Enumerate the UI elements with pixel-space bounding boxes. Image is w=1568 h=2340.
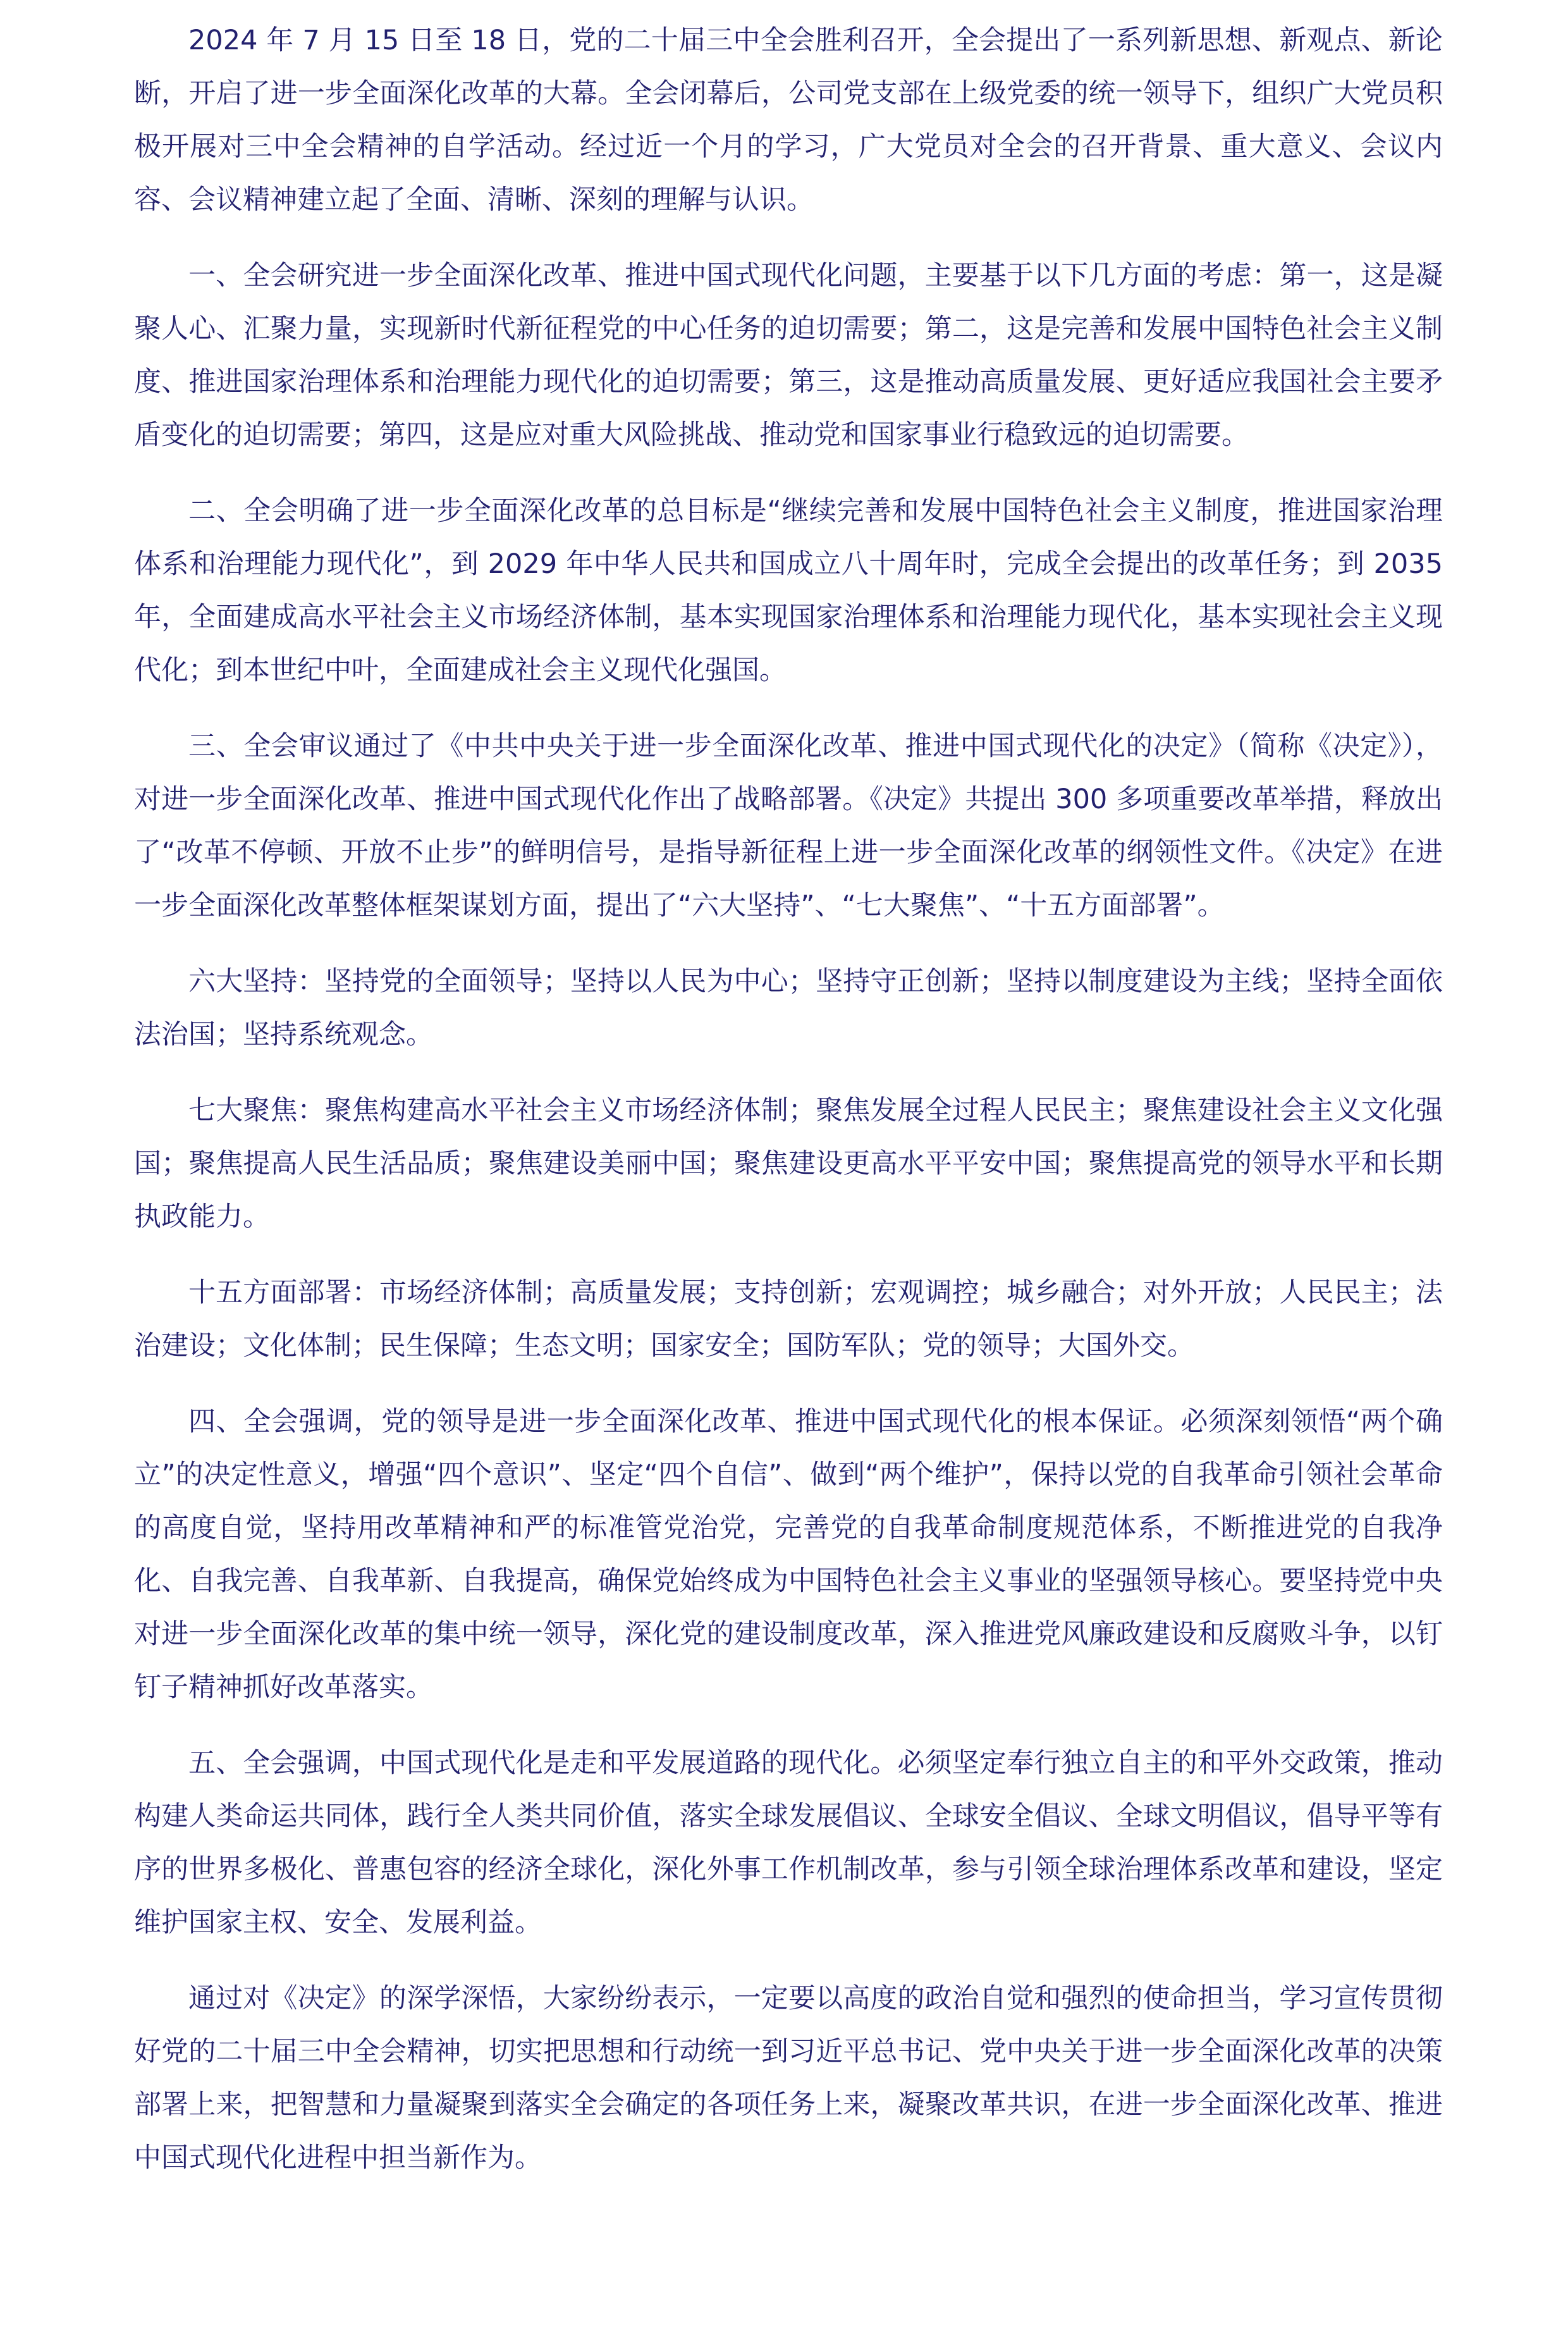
document-body bbox=[134, 14, 1443, 2207]
section-four-paragraph: 四、全会强调，党的领导是进一步全面深化改革、推进中国式现代化的根本保证。必须深刻领悟“两个确立”的决定性意义，增强“四个意识”、坚定“四个自信”、做到“两个维护”，保持以党的自我革命引领社会革命的高度自觉，坚持用改革精神和严的标准管党治党，完善党的自我革命制度规范体系，不断推进党的自我净化、自我完善、自我革新、自我提高，确保党始终成为中国特色社会主义事业的坚强领导核心。要坚持党中央对进一步全面深化改革的集中统一领导，深化党的建设制度改革，深入推进党风廉政建设和反腐败斗争，以钉钉子精神抓好改革落实。 bbox=[134, 1406, 1443, 1703]
six-adherences-paragraph: 六大坚持：坚持党的全面领导；坚持以人民为中心；坚持守正创新；坚持以制度建设为主线；坚持全面依法治国；坚持系统观念。 bbox=[134, 966, 1443, 1050]
section-five-paragraph: 五、全会强调，中国式现代化是走和平发展道路的现代化。必须坚定奉行独立自主的和平外交政策，推动构建人类命运共同体，践行全人类共同价值，落实全球发展倡议、全球安全倡议、全球文明倡议，倡导平等有序的世界多极化、普惠包容的经济全球化，深化外事工作机制改革，参与引领全球治理体系改革和建设，坚定维护国家主权、安全、发展利益。 bbox=[134, 1747, 1443, 1938]
section-two-paragraph: 二、全会明确了进一步全面深化改革的总目标是“继续完善和发展中国特色社会主义制度，推进国家治理体系和治理能力现代化”，到 2029 年中华人民共和国成立八十周年时，完成全会提出的改革任务；到 2035 年，全面建成高水平社会主义市场经济体制，基本实现国家治理体系和治理能力现代化，基本实现社会主义现代化；到本世纪中叶，全面建成社会主义现代化强国。 bbox=[134, 495, 1443, 686]
seven-focuses-paragraph: 七大聚焦：聚焦构建高水平社会主义市场经济体制；聚焦发展全过程人民民主；聚焦建设社会主义文化强国；聚焦提高人民生活品质；聚焦建设美丽中国；聚焦建设更高水平平安中国；聚焦提高党的领导水平和长期执政能力。 bbox=[134, 1095, 1443, 1233]
intro-paragraph: 2024 年 7 月 15 日至 18 日，党的二十届三中全会胜利召开，全会提出了一系列新思想、新观点、新论断，开启了进一步全面深化改革的大幕。全会闭幕后，公司党支部在上级党委的统一领导下，组织广大党员积极开展对三中全会精神的自学活动。经过近一个月的学习，广大党员对全会的召开背景、重大意义、会议内容、会议精神建立起了全面、清晰、深刻的理解与认识。 bbox=[134, 25, 1443, 216]
fifteen-deployments-paragraph: 十五方面部署：市场经济体制；高质量发展；支持创新；宏观调控；城乡融合；对外开放；人民民主；法治建设；文化体制；民生保障；生态文明；国家安全；国防军队；党的领导；大国外交。 bbox=[134, 1277, 1443, 1362]
section-one-paragraph: 一、全会研究进一步全面深化改革、推进中国式现代化问题，主要基于以下几方面的考虑：第一，这是凝聚人心、汇聚力量，实现新时代新征程党的中心任务的迫切需要；第二，这是完善和发展中国特色社会主义制度、推进国家治理体系和治理能力现代化的迫切需要；第三，这是推动高质量发展、更好适应我国社会主要矛盾变化的迫切需要；第四，这是应对重大风险挑战、推动党和国家事业行稳致远的迫切需要。 bbox=[134, 260, 1443, 451]
conclusion-paragraph: 通过对《决定》的深学深悟，大家纷纷表示，一定要以高度的政治自觉和强烈的使命担当，学习宣传贯彻好党的二十届三中全会精神，切实把思想和行动统一到习近平总书记、党中央关于进一步全面深化改革的决策部署上来，把智慧和力量凝聚到落实全会确定的各项任务上来，凝聚改革共识，在进一步全面深化改革、推进中国式现代化进程中担当新作为。 bbox=[134, 1983, 1443, 2174]
section-three-paragraph: 三、全会审议通过了《中共中央关于进一步全面深化改革、推进中国式现代化的决定》（简称《决定》），对进一步全面深化改革、推进中国式现代化作出了战略部署。《决定》共提出 300 多项重要改革举措，释放出了“改革不停顿、开放不止步”的鲜明信号，是指导新征程上进一步全面深化改革的纲领性文件。《决定》在进一步全面深化改革整体框架谋划方面，提出了“六大坚持”、“七大聚焦”、“十五方面部署”。 bbox=[134, 730, 1443, 921]
